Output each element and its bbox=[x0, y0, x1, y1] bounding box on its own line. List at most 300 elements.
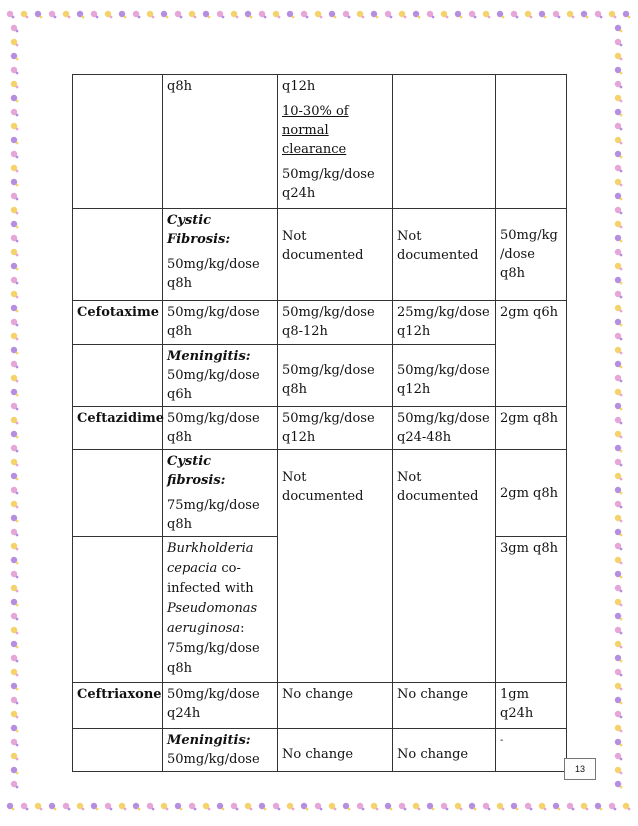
border-ornament bbox=[502, 808, 505, 811]
border-ornament bbox=[11, 459, 17, 465]
dose-cell bbox=[163, 75, 278, 209]
border-ornament bbox=[245, 803, 251, 809]
border-ornament bbox=[469, 803, 475, 809]
border-ornament bbox=[11, 165, 17, 171]
border-ornament bbox=[620, 772, 623, 775]
border-ornament bbox=[488, 808, 491, 811]
border-ornament bbox=[16, 170, 19, 173]
border-ornament bbox=[16, 324, 19, 327]
table-row bbox=[73, 301, 567, 345]
border-ornament bbox=[385, 11, 391, 17]
border-ornament bbox=[16, 548, 19, 551]
table-row bbox=[73, 729, 567, 772]
border-ornament bbox=[16, 618, 19, 621]
border-ornament bbox=[620, 184, 623, 187]
border-ornament bbox=[21, 803, 27, 809]
border-ornament bbox=[362, 808, 365, 811]
border-ornament bbox=[292, 16, 295, 19]
border-ornament bbox=[208, 16, 211, 19]
border-ornament bbox=[620, 226, 623, 229]
border-ornament bbox=[620, 128, 623, 131]
border-ornament bbox=[620, 786, 623, 789]
border-ornament bbox=[11, 53, 17, 59]
border-ornament bbox=[11, 193, 17, 199]
dose-text: 50mg/kg/dose q6h bbox=[167, 368, 260, 402]
border-ornament bbox=[11, 487, 17, 493]
border-ornament bbox=[278, 16, 281, 19]
border-ornament bbox=[245, 11, 251, 17]
dose-cell bbox=[393, 209, 496, 301]
border-ornament bbox=[16, 296, 19, 299]
border-ornament bbox=[615, 571, 621, 577]
dose-cell bbox=[163, 209, 278, 301]
border-ornament bbox=[615, 669, 621, 675]
border-ornament bbox=[11, 221, 17, 227]
border-ornament bbox=[315, 11, 321, 17]
border-ornament bbox=[49, 11, 55, 17]
page-number: 13 bbox=[564, 758, 596, 780]
border-ornament bbox=[615, 207, 621, 213]
border-ornament bbox=[615, 417, 621, 423]
border-ornament bbox=[441, 803, 447, 809]
dose-cell: 50mg/kg/dose q12h bbox=[278, 407, 393, 450]
table-row bbox=[73, 683, 567, 729]
border-ornament bbox=[615, 585, 621, 591]
border-ornament bbox=[511, 11, 517, 17]
border-ornament bbox=[615, 221, 621, 227]
dose-text: 50mg/kg/dose q12h bbox=[397, 363, 490, 397]
border-ornament bbox=[222, 16, 225, 19]
border-ornament bbox=[620, 590, 623, 593]
border-ornament bbox=[620, 492, 623, 495]
dose-text: 75mg/kg/dose q8h bbox=[167, 498, 260, 532]
border-ornament bbox=[615, 25, 621, 31]
border-ornament bbox=[620, 632, 623, 635]
border-ornament bbox=[371, 11, 377, 17]
border-ornament bbox=[615, 249, 621, 255]
border-ornament bbox=[623, 11, 629, 17]
dose-cell: 50mg/kg/dose q8h bbox=[163, 407, 278, 450]
border-ornament bbox=[418, 16, 421, 19]
dose-cell bbox=[163, 537, 278, 683]
dose-cell: 50mg/kg/dose q8-12h bbox=[278, 301, 393, 345]
border-ornament bbox=[399, 803, 405, 809]
border-ornament bbox=[446, 16, 449, 19]
border-ornament bbox=[497, 803, 503, 809]
border-ornament bbox=[11, 627, 17, 633]
border-ornament bbox=[16, 72, 19, 75]
border-ornament bbox=[581, 803, 587, 809]
border-ornament bbox=[620, 758, 623, 761]
border-ornament bbox=[343, 803, 349, 809]
border-ornament bbox=[615, 557, 621, 563]
border-ornament bbox=[620, 30, 623, 33]
border-ornament bbox=[11, 501, 17, 507]
border-ornament bbox=[432, 808, 435, 811]
border-ornament bbox=[11, 263, 17, 269]
border-ornament bbox=[516, 808, 519, 811]
border-ornament bbox=[615, 543, 621, 549]
organism-name: Burkholderia cepacia bbox=[167, 541, 254, 576]
dosing-table bbox=[72, 74, 567, 772]
dose-cell bbox=[496, 450, 567, 537]
border-ornament bbox=[615, 333, 621, 339]
border-ornament bbox=[615, 263, 621, 269]
border-ornament bbox=[16, 450, 19, 453]
border-ornament bbox=[620, 338, 623, 341]
border-ornament bbox=[525, 803, 531, 809]
dose-text: Not documented bbox=[282, 470, 364, 504]
border-ornament bbox=[620, 660, 623, 663]
border-ornament bbox=[11, 515, 17, 521]
border-ornament bbox=[615, 375, 621, 381]
border-ornament bbox=[105, 803, 111, 809]
border-ornament bbox=[474, 808, 477, 811]
indication-label: Meningitis: bbox=[167, 349, 251, 364]
dose-text: - bbox=[500, 735, 504, 746]
border-ornament bbox=[16, 688, 19, 691]
border-ornament bbox=[166, 16, 169, 19]
border-ornament bbox=[16, 562, 19, 565]
border-ornament bbox=[152, 16, 155, 19]
border-ornament bbox=[11, 347, 17, 353]
border-ornament bbox=[615, 179, 621, 185]
border-ornament bbox=[11, 305, 17, 311]
border-ornament bbox=[16, 380, 19, 383]
border-ornament bbox=[119, 803, 125, 809]
border-ornament bbox=[11, 95, 17, 101]
border-ornament bbox=[544, 808, 547, 811]
border-ornament bbox=[620, 562, 623, 565]
border-ornament bbox=[615, 361, 621, 367]
border-ornament bbox=[620, 268, 623, 271]
border-ornament bbox=[16, 44, 19, 47]
border-ornament bbox=[615, 473, 621, 479]
border-ornament bbox=[152, 808, 155, 811]
border-ornament bbox=[620, 506, 623, 509]
border-ornament bbox=[620, 464, 623, 467]
border-ornament bbox=[362, 16, 365, 19]
border-ornament bbox=[16, 506, 19, 509]
empty-cell bbox=[393, 75, 496, 209]
border-ornament bbox=[615, 487, 621, 493]
dose-cell bbox=[278, 729, 393, 772]
dose-cell: 2gm q8h bbox=[496, 407, 567, 450]
table-row bbox=[73, 407, 567, 450]
border-ornament bbox=[147, 803, 153, 809]
border-ornament bbox=[11, 207, 17, 213]
border-ornament bbox=[194, 808, 197, 811]
border-ornament bbox=[502, 16, 505, 19]
border-ornament bbox=[483, 11, 489, 17]
border-ornament bbox=[236, 16, 239, 19]
border-ornament bbox=[16, 576, 19, 579]
border-ornament bbox=[511, 803, 517, 809]
border-ornament bbox=[11, 669, 17, 675]
border-ornament bbox=[390, 16, 393, 19]
border-ornament bbox=[16, 58, 19, 61]
border-ornament bbox=[259, 11, 265, 17]
table-row bbox=[73, 75, 567, 209]
dose-cell: 50mg/kg/dose q24h bbox=[163, 683, 278, 729]
border-ornament bbox=[620, 72, 623, 75]
dose-text: Not documented bbox=[282, 229, 364, 263]
border-ornament bbox=[615, 613, 621, 619]
border-ornament bbox=[11, 361, 17, 367]
border-ornament bbox=[306, 808, 309, 811]
border-ornament bbox=[615, 515, 621, 521]
border-ornament bbox=[63, 11, 69, 17]
border-ornament bbox=[16, 254, 19, 257]
dose-cell bbox=[393, 345, 496, 407]
border-ornament bbox=[615, 529, 621, 535]
border-ornament bbox=[620, 296, 623, 299]
border-ornament bbox=[620, 422, 623, 425]
clearance-label: 10-30% of normal clearance bbox=[282, 104, 349, 157]
border-ornament bbox=[161, 803, 167, 809]
border-ornament bbox=[273, 803, 279, 809]
dose-text: 50mg/kg/dose q8h bbox=[167, 257, 260, 291]
border-ornament bbox=[231, 803, 237, 809]
border-ornament bbox=[427, 11, 433, 17]
border-ornament bbox=[620, 534, 623, 537]
border-ornament bbox=[595, 11, 601, 17]
border-ornament bbox=[124, 808, 127, 811]
border-ornament bbox=[175, 11, 181, 17]
border-ornament bbox=[615, 445, 621, 451]
border-ornament bbox=[586, 16, 589, 19]
border-ornament bbox=[203, 803, 209, 809]
border-ornament bbox=[371, 803, 377, 809]
border-ornament bbox=[11, 25, 17, 31]
border-ornament bbox=[11, 67, 17, 73]
table-row bbox=[73, 450, 567, 537]
dose-cell bbox=[278, 450, 393, 683]
border-ornament bbox=[553, 11, 559, 17]
dose-cell bbox=[163, 345, 278, 407]
border-ornament bbox=[264, 808, 267, 811]
border-ornament bbox=[460, 808, 463, 811]
border-ornament bbox=[189, 11, 195, 17]
border-ornament bbox=[11, 543, 17, 549]
drug-cell bbox=[73, 345, 163, 407]
border-ornament bbox=[474, 16, 477, 19]
border-ornament bbox=[194, 16, 197, 19]
border-ornament bbox=[16, 702, 19, 705]
dose-text: q8h bbox=[167, 79, 192, 94]
border-ornament bbox=[180, 16, 183, 19]
border-ornament bbox=[620, 212, 623, 215]
border-ornament bbox=[620, 604, 623, 607]
border-ornament bbox=[16, 744, 19, 747]
border-ornament bbox=[390, 808, 393, 811]
table-row bbox=[73, 209, 567, 301]
border-ornament bbox=[620, 674, 623, 677]
dose-text: 50mg/kg /dose q8h bbox=[500, 228, 558, 281]
border-ornament bbox=[615, 235, 621, 241]
border-ornament bbox=[615, 683, 621, 689]
border-ornament bbox=[11, 389, 17, 395]
border-ornament bbox=[413, 11, 419, 17]
border-ornament bbox=[620, 170, 623, 173]
dose-cell bbox=[496, 729, 567, 772]
border-ornament bbox=[259, 803, 265, 809]
border-ornament bbox=[620, 44, 623, 47]
border-ornament bbox=[16, 338, 19, 341]
border-ornament bbox=[488, 16, 491, 19]
border-ornament bbox=[203, 11, 209, 17]
border-ornament bbox=[620, 142, 623, 145]
border-ornament bbox=[287, 11, 293, 17]
border-ornament bbox=[620, 380, 623, 383]
border-ornament bbox=[620, 702, 623, 705]
border-ornament bbox=[460, 16, 463, 19]
border-ornament bbox=[16, 310, 19, 313]
border-ornament bbox=[91, 803, 97, 809]
border-ornament bbox=[320, 16, 323, 19]
border-ornament bbox=[82, 808, 85, 811]
border-ornament bbox=[110, 16, 113, 19]
border-ornament bbox=[16, 268, 19, 271]
border-ornament bbox=[16, 394, 19, 397]
border-ornament bbox=[615, 53, 621, 59]
dose-text: 50mg/kg/dose q8h bbox=[282, 363, 375, 397]
dose-text: No change bbox=[282, 747, 354, 762]
border-ornament bbox=[16, 212, 19, 215]
border-ornament bbox=[614, 808, 617, 811]
dose-cell: 3gm q8h bbox=[496, 537, 567, 683]
border-ornament bbox=[620, 100, 623, 103]
border-ornament bbox=[16, 184, 19, 187]
border-ornament bbox=[620, 716, 623, 719]
border-ornament bbox=[544, 16, 547, 19]
border-ornament bbox=[11, 655, 17, 661]
border-ornament bbox=[343, 11, 349, 17]
border-ornament bbox=[615, 697, 621, 703]
border-ornament bbox=[620, 324, 623, 327]
border-ornament bbox=[539, 11, 545, 17]
indication-label: Cystic fibrosis: bbox=[167, 454, 226, 488]
dose-cell bbox=[393, 450, 496, 683]
border-ornament bbox=[11, 431, 17, 437]
drug-cell bbox=[73, 729, 163, 772]
border-ornament bbox=[11, 557, 17, 563]
border-ornament bbox=[376, 16, 379, 19]
border-ornament bbox=[11, 767, 17, 773]
border-ornament bbox=[329, 11, 335, 17]
border-ornament bbox=[446, 808, 449, 811]
border-ornament bbox=[91, 11, 97, 17]
dose-text: 50mg/kg/dose q24h bbox=[282, 167, 375, 201]
border-ornament bbox=[166, 808, 169, 811]
border-ornament bbox=[11, 781, 17, 787]
border-ornament bbox=[63, 803, 69, 809]
border-ornament bbox=[301, 11, 307, 17]
dose-cell bbox=[278, 345, 393, 407]
border-ornament bbox=[615, 81, 621, 87]
border-ornament bbox=[11, 81, 17, 87]
border-ornament bbox=[615, 319, 621, 325]
border-ornament bbox=[615, 431, 621, 437]
dose-cell: 50mg/kg/dose q24-48h bbox=[393, 407, 496, 450]
border-ornament bbox=[16, 534, 19, 537]
border-ornament bbox=[615, 39, 621, 45]
border-ornament bbox=[609, 11, 615, 17]
border-ornament bbox=[525, 11, 531, 17]
border-ornament bbox=[399, 11, 405, 17]
border-ornament bbox=[16, 646, 19, 649]
indication-label: Cystic Fibrosis: bbox=[167, 213, 231, 247]
border-ornament bbox=[11, 235, 17, 241]
dosing-table-region bbox=[72, 74, 566, 767]
border-ornament bbox=[620, 86, 623, 89]
border-ornament bbox=[287, 803, 293, 809]
border-ornament bbox=[620, 436, 623, 439]
border-ornament bbox=[11, 417, 17, 423]
border-ornament bbox=[16, 716, 19, 719]
border-ornament bbox=[96, 16, 99, 19]
border-ornament bbox=[586, 808, 589, 811]
border-ornament bbox=[620, 618, 623, 621]
border-ornament bbox=[615, 123, 621, 129]
border-ornament bbox=[615, 753, 621, 759]
border-ornament bbox=[357, 803, 363, 809]
dose-cell bbox=[496, 209, 567, 301]
border-ornament bbox=[68, 16, 71, 19]
border-ornament bbox=[620, 156, 623, 159]
border-ornament bbox=[40, 808, 43, 811]
border-ornament bbox=[7, 11, 13, 17]
border-ornament bbox=[628, 808, 631, 811]
renal-dose-cell bbox=[278, 75, 393, 209]
drug-cell bbox=[73, 209, 163, 301]
dose-cell: No change bbox=[278, 683, 393, 729]
organism-name: Pseudomonas aeruginosa bbox=[167, 601, 258, 636]
dose-cell bbox=[393, 729, 496, 772]
border-ornament bbox=[620, 478, 623, 481]
border-ornament bbox=[16, 604, 19, 607]
border-ornament bbox=[620, 310, 623, 313]
border-ornament bbox=[497, 11, 503, 17]
border-ornament bbox=[16, 786, 19, 789]
border-ornament bbox=[217, 803, 223, 809]
border-ornament bbox=[11, 641, 17, 647]
border-ornament bbox=[615, 781, 621, 787]
border-ornament bbox=[16, 422, 19, 425]
border-ornament bbox=[348, 808, 351, 811]
border-ornament bbox=[16, 674, 19, 677]
border-ornament bbox=[54, 16, 57, 19]
border-ornament bbox=[11, 291, 17, 297]
border-ornament bbox=[7, 803, 13, 809]
border-ornament bbox=[250, 808, 253, 811]
border-ornament bbox=[615, 193, 621, 199]
dose-cell: 2gm q6h bbox=[496, 301, 567, 407]
border-ornament bbox=[620, 408, 623, 411]
dose-cell bbox=[163, 729, 278, 772]
border-ornament bbox=[334, 16, 337, 19]
border-ornament bbox=[16, 660, 19, 663]
border-ornament bbox=[609, 803, 615, 809]
dose-text: 2gm q8h bbox=[500, 485, 559, 501]
border-ornament bbox=[77, 11, 83, 17]
border-ornament bbox=[16, 730, 19, 733]
border-ornament bbox=[615, 599, 621, 605]
border-ornament bbox=[138, 808, 141, 811]
dose-text: No change bbox=[397, 747, 469, 762]
border-ornament bbox=[615, 641, 621, 647]
border-ornament bbox=[11, 599, 17, 605]
